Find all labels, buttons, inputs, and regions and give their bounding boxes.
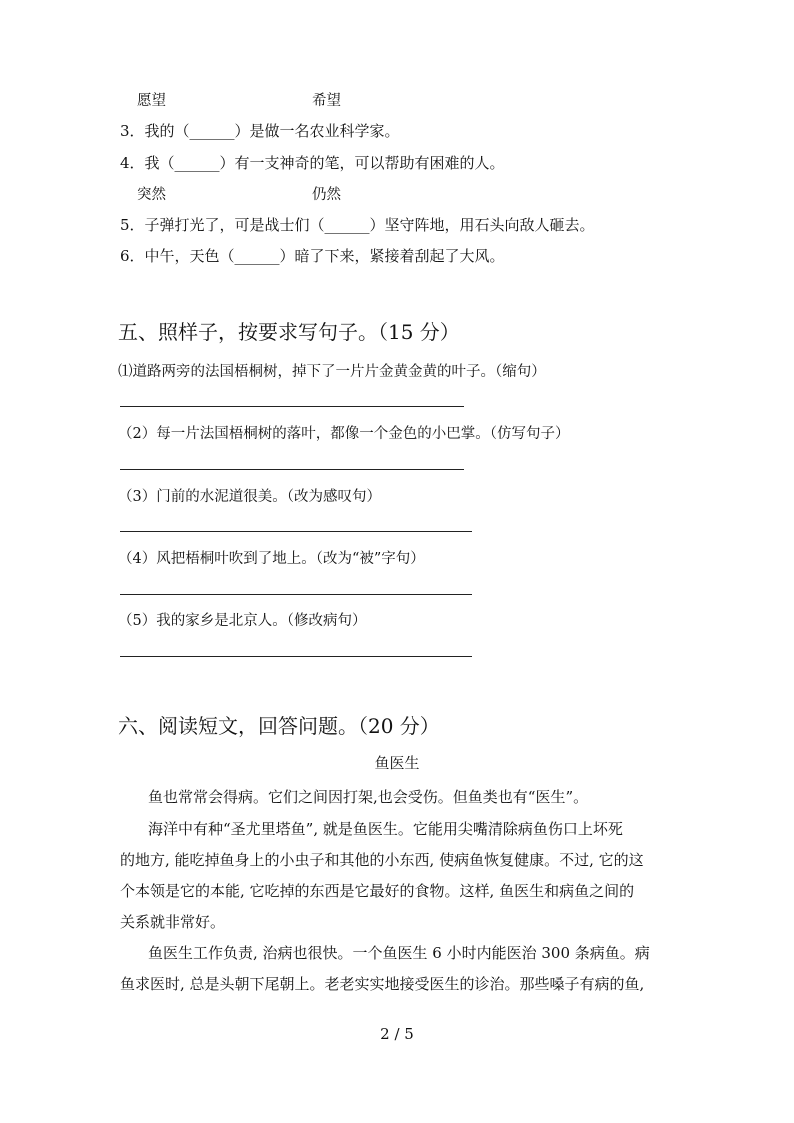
rewrite-item-3: （3）门前的水泥道很美。（改为感叹句） (118, 489, 381, 505)
rewrite-item-5: （5）我的家乡是北京人。（修改病句） (118, 613, 367, 629)
answer-line-1 (120, 406, 464, 407)
question-6: 6．中午，天色（______）暗了下来，紧接着刮起了大风。 (120, 247, 505, 265)
answer-line-2 (120, 469, 464, 470)
passage-line: 个本领是它的本能, 它吃掉的东西是它最好的食物。这样, 鱼医生和病鱼之间的 (120, 882, 635, 900)
passage-line: 关系就非常好。 (120, 913, 226, 931)
passage-line: 鱼也常常会得病。它们之间因打架,也会受伤。但鱼类也有“医生”。 (148, 788, 589, 806)
passage-line: 海洋中有种“圣尤里塔鱼”, 就是鱼医生。它能用尖嘴清除病鱼伤口上坏死 (148, 820, 623, 838)
word-option-rengran: 仍然 (312, 187, 341, 203)
answer-line-5 (120, 656, 472, 657)
passage-line: 的地方, 能吃掉鱼身上的小虫子和其他的小东西, 使病鱼恢复健康。不过, 它的这 (120, 851, 644, 869)
rewrite-item-1: ⑴道路两旁的法国梧桐树，掉下了一片片金黄金黄的叶子。（缩句） (118, 364, 546, 380)
section-5-heading: 五、照样子，按要求写句子。（15 分） (118, 320, 460, 344)
question-3: 3．我的（______）是做一名农业科学家。 (120, 122, 400, 140)
page-number: 2 / 5 (380, 1025, 414, 1043)
answer-line-4 (120, 594, 472, 595)
word-option-xiwang: 希望 (312, 93, 341, 109)
passage-title: 鱼医生 (374, 754, 420, 772)
rewrite-item-4: （4）风把梧桐叶吹到了地上。（改为“被”字句） (118, 551, 425, 567)
rewrite-item-2: （2）每一片法国梧桐树的落叶，都像一个金色的小巴掌。（仿写句子） (118, 426, 570, 442)
word-option-yuanwang: 愿望 (137, 93, 166, 109)
answer-line-3 (120, 531, 472, 532)
question-4: 4．我（______）有一支神奇的笔，可以帮助有困难的人。 (120, 154, 505, 172)
section-6-heading: 六、阅读短文，回答问题。（20 分） (118, 714, 440, 738)
word-option-turan: 突然 (137, 187, 166, 203)
passage-line: 鱼求医时, 总是头朝下尾朝上。老老实实地接受医生的诊治。那些嗓子有病的鱼, (120, 975, 645, 993)
passage-line: 鱼医生工作负责, 治病也很快。一个鱼医生 6 小时内能医治 300 条病鱼。病 (148, 944, 650, 962)
question-5: 5．子弹打光了，可是战士们（______）坚守阵地，用石头向敌人砸去。 (120, 216, 595, 234)
